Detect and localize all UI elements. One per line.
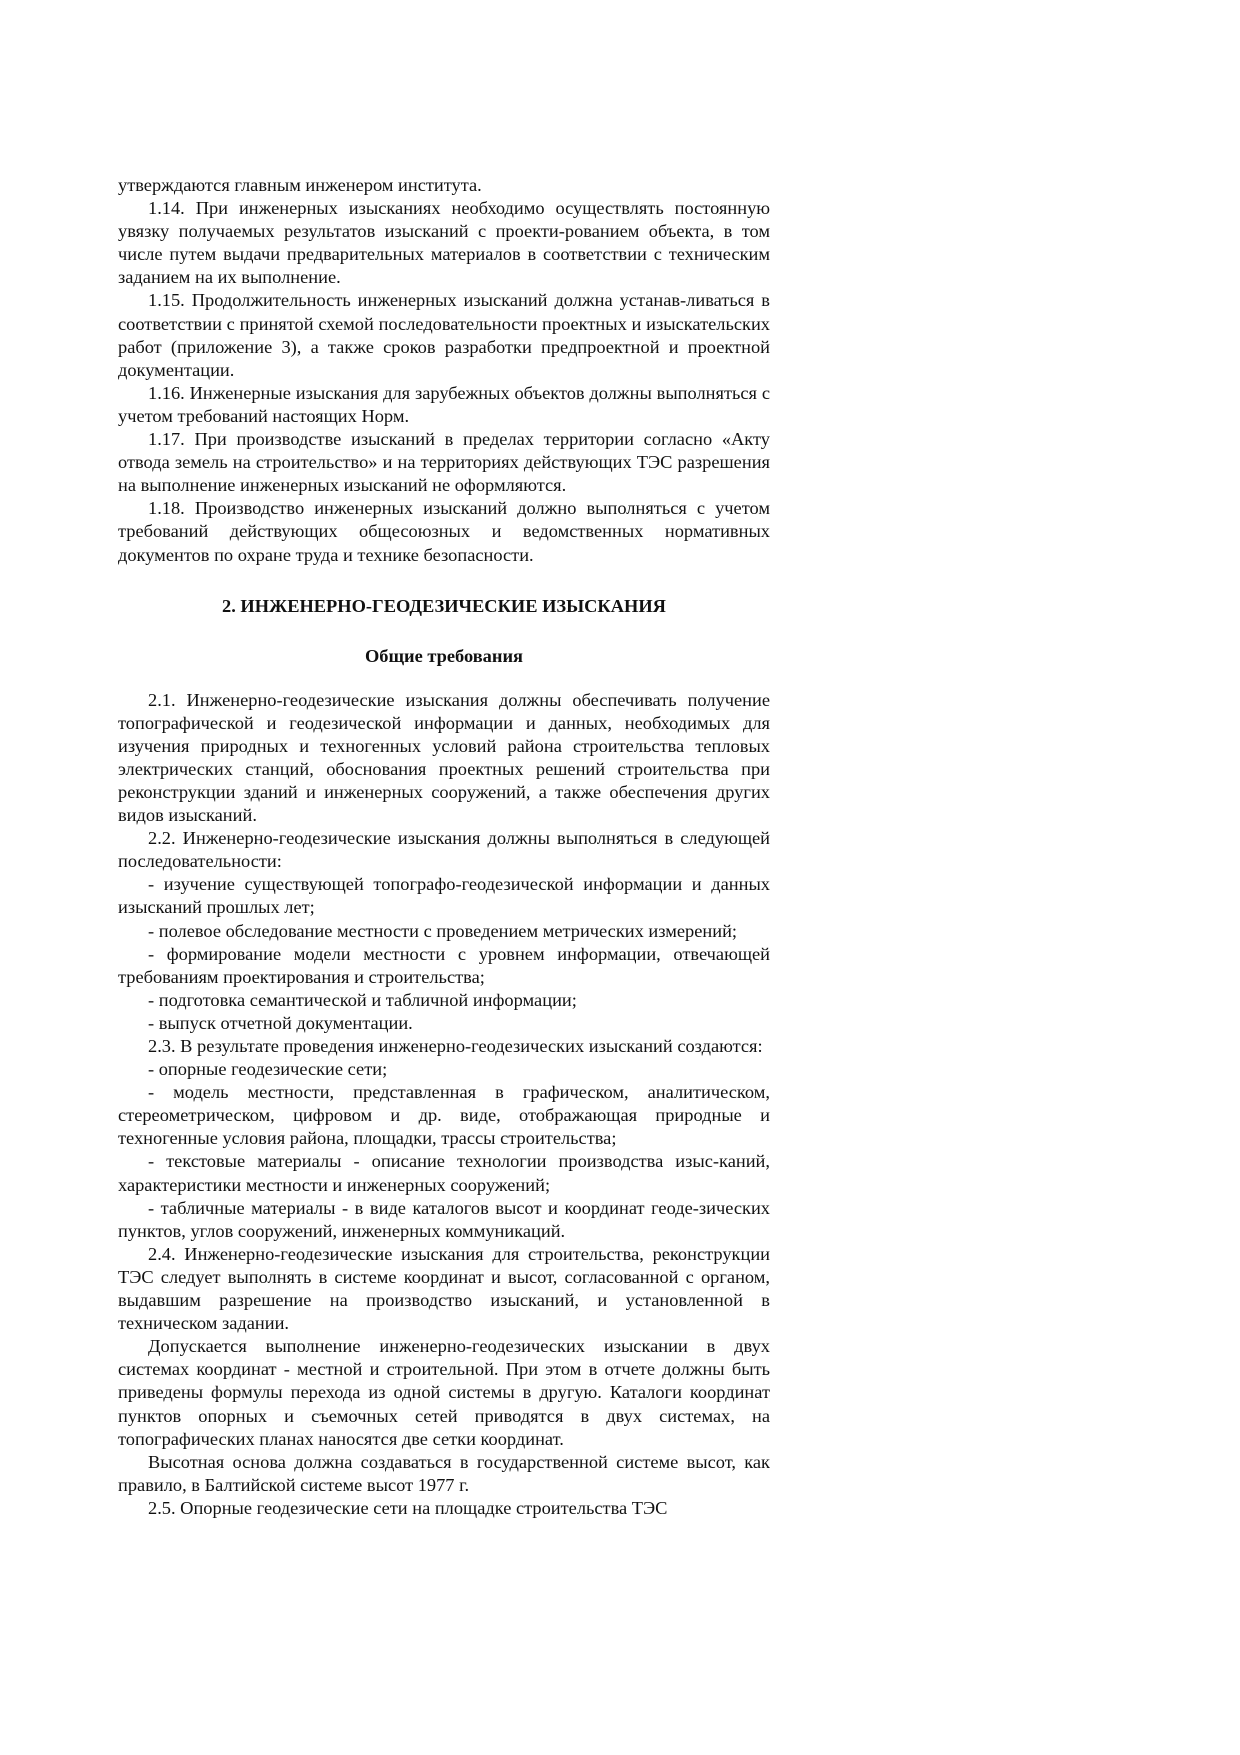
paragraph-2-5: 2.5. Опорные геодезические сети на площадке строительства ТЭС bbox=[148, 1497, 668, 1518]
paragraph-2-2: 2.2. Инженерно-геодезические изыскания должны выполняться в следующей последовательности: bbox=[118, 828, 770, 872]
list-item: - изучение существующей топографо-геодезической информации и данных изысканий прошлых лет; bbox=[118, 874, 770, 918]
list-item: - опорные геодезические сети; bbox=[148, 1059, 388, 1080]
list-item: - полевое обследование местности с проведением метрических измерений; bbox=[148, 920, 738, 941]
paragraph-1-17: 1.17. При производстве изысканий в пределах территории согласно «Акту отвода земель на строительство» и на территориях действующих ТЭС разрешения на выполнение инженерных изысканий не оформляются. bbox=[118, 429, 770, 496]
list-item: - модель местности, представленная в графическом, аналитическом, стереометрическом, цифровом и др. виде, отображающая природные и техногенные условия района, площадки, трассы строительства; bbox=[118, 1082, 770, 1149]
paragraph-2-1: 2.1. Инженерно-геодезические изыскания должны обеспечивать получение топографической и геодезической информации и данных, необходимых для изучения природных и техногенных условий района строительства тепловых электрических станций, обоснования проектных решений строительства при реконструкции зданий и инженерных сооружений, а также обеспечения других видов изысканий. bbox=[118, 689, 770, 826]
paragraph-coordinates: Допускается выполнение инженерно-геодезических изыскании в двух системах координат - местной и строительной. При этом в отчете должны быть приведены формулы перехода из одной системы в другую. Каталоги координат пунктов опорных и съемочных сетей приводятся в двух системах, на топографических планах наносятся две сетки координат. bbox=[118, 1336, 770, 1449]
list-item: - выпуск отчетной документации. bbox=[148, 1012, 413, 1033]
subsection-title: Общие требования bbox=[365, 645, 523, 666]
paragraph-1-14: 1.14. При инженерных изысканиях необходимо осуществлять постоянную увязку получаемых результатов изысканий с проекти-рованием объекта, в том числе путем выдачи предварительных материалов в соответствии с техническим заданием на их выполнение. bbox=[118, 198, 770, 288]
paragraph-heights: Высотная основа должна создаваться в государственной системе высот, как правило, в Балтийской системе высот 1977 г. bbox=[118, 1451, 770, 1495]
document-page bbox=[118, 174, 770, 1520]
paragraph-1-15: 1.15. Продолжительность инженерных изысканий должна устанав-ливаться в соответствии с принятой схемой последовательности проектных и изыскательских работ (приложение 3), а также сроков разработки предпроектной и проектной документации. bbox=[118, 290, 770, 380]
list-item: - формирование модели местности с уровнем информации, отвечающей требованиям проектирования и строительства; bbox=[118, 943, 770, 987]
list-item: - текстовые материалы - описание технологии производства изыс-каний, характеристики местности и инженерных сооружений; bbox=[118, 1151, 770, 1195]
list-item: - подготовка семантической и табличной информации; bbox=[148, 989, 577, 1010]
paragraph-2-4: 2.4. Инженерно-геодезические изыскания для строительства, реконструкции ТЭС следует выполнять в системе координат и высот, согласованной с органом, выдавшим разрешение на производство изысканий, и установленной в техническом задании. bbox=[118, 1243, 770, 1334]
section-title: 2. ИНЖЕНЕРНО-ГЕОДЕЗИЧЕСКИЕ ИЗЫСКАНИЯ bbox=[222, 595, 666, 616]
paragraph-continuation: утверждаются главным инженером института. bbox=[118, 175, 482, 195]
list-item: - табличные материалы - в виде каталогов высот и координат геоде-зических пунктов, углов сооружений, инженерных коммуникаций. bbox=[118, 1197, 770, 1241]
paragraph-2-3: 2.3. В результате проведения инженерно-геодезических изысканий создаются: bbox=[148, 1036, 763, 1056]
paragraph-1-16: 1.16. Инженерные изыскания для зарубежных объектов должны выполняться с учетом требований настоящих Норм. bbox=[118, 382, 770, 426]
paragraph-1-18: 1.18. Производство инженерных изысканий должно выполняться с учетом требований действующих общесоюзных и ведомственных нормативных документов по охране труда и технике безопасности. bbox=[118, 498, 770, 565]
